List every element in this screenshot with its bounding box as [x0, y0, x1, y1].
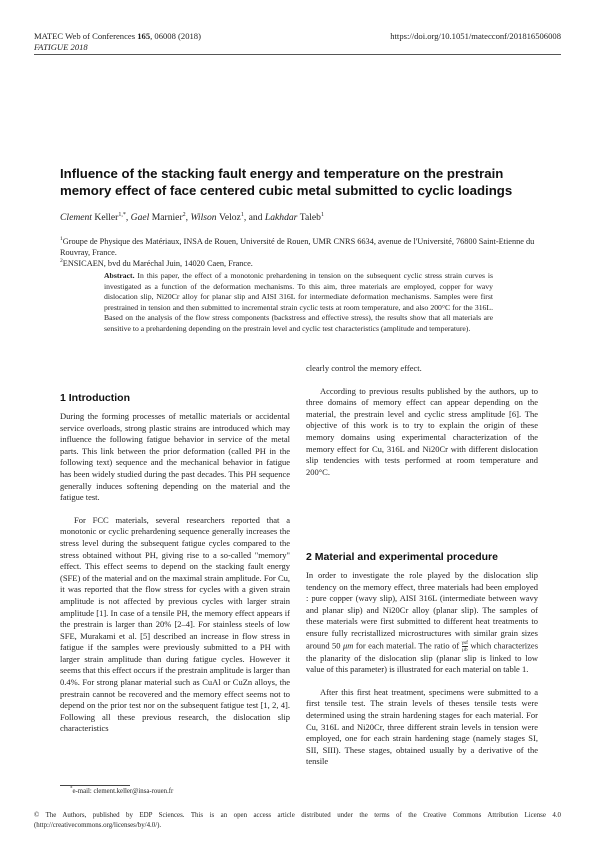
paragraph: According to previous results published by the authors, up to three domains of memory effect can appear depending on the material, the prestrain level and cyclic stress amplitude [6]. The objective of this work is to try to explain the origin of these memory domains using experimental characterization of the memory effect for Cu, 316L and Ni20Cr with different dislocation slip tendencies with tests performed at room temperature and 200°C. [306, 385, 538, 477]
abstract-text: In this paper, the effect of a monotonic prehardening in tension on the subsequent cyclic stress strain curves is investigated as a function of the deformation mechanisms. To this aim, three materials are employed, copper for wavy dislocation slip, Ni20Cr alloy for planar slip and AISI 316L for intermediate deformation mechanisms. Samples were first prestrained in tension and then submitted to incremental strain cyclic tests at room temperature, and also 200°C for the 316L. Based on the analysis of the flow stress components (backstress and effective stress), the results show that all materials are sensitive to a prehardening depending on the prestrain level and cyclic test characteristics (amplitude and temperature). [104, 271, 493, 333]
doi-link[interactable]: https://doi.org/10.1051/matecconf/201816506008 [390, 31, 561, 41]
footnote-email[interactable]: e-mail: clement.keller@insa-rouen.fr [72, 788, 174, 795]
left-column [60, 411, 290, 735]
right-column-materials [306, 570, 538, 768]
paragraph: clearly control the memory effect. [306, 363, 422, 373]
paragraph: For FCC materials, several researchers reported that a monotonic or cyclic prehardening sequence generally increases the stress level during the subsequent fatigue cycles compared to the stress obtained without PH, giving rise to a so-called "memory" effect. This effect seems to depend on the stacking fault energy (SFE) of the material and on the maximal strain amplitude. For Cu, it was reported that the flow stress for cycles with a given strain amplitude is not affected by previous cycles with larger strain amplitude [1]. In case of a tensile PH, the memory effect appears if the prestrain is larger than 20% [2–4]. For stainless steels of low SFE, Murakami et al. [5] described an increase in flow stress in fatigue if the samples were previously submitted to a PH with larger strain amplitude than during fatigue cycles. However it seems that this effect occurs if the prestrain amplitude is larger than 0.4%. For strong planar material such as CuAl or CuZn alloys, the prestrain cannot be recovered and the memory effect seems not to depend on the prior test nor on the subsequent fatigue test [1, 2, 4]. Following all these previous research, the dislocation slip characteristics [60, 514, 290, 734]
affiliation-2: $^2$ENSICAEN, bvd du Maréchal Juin, 14020 Caen, France. [60, 258, 253, 268]
paragraph: During the forming processes of metallic materials or accidental service overloads, strong plastic strains are introduced which may influence the following fatigue behavior in service of the metal parts. This link between the prior deformation (called PH in the following text) sequence and the mechanical behavior in fatigue has been widely studied during the past decades. This PH sequence generally induces softening depending on the material and the fatigue test. [60, 411, 290, 503]
journal-citation: MATEC Web of Conferences 165, 06008 (2018) [34, 31, 201, 41]
header-divider [34, 54, 561, 55]
right-column [306, 363, 538, 478]
section-heading-materials: 2 Material and experimental procedure [306, 551, 498, 563]
paper-title: Influence of the stacking fault energy and temperature on the prestrain memory effect of face centered cubic metal submitted to cyclic loadings [60, 166, 513, 198]
ratio-fraction: $\frac{\text{γsf}}{\mu b}$ [461, 639, 469, 653]
paragraph: In order to investigate the role played by the dislocation slip tendency on the memory effect, three materials had been employed : pure copper (wavy slip), AISI 316L (intermediate between wavy and planar slip) and Ni20Cr alloy (planar slip). The samples of these materials were first submitted to different heat treatments to ensure fully recristallized microstructures with similar grain sizes around 50 μm for each material. The ratio of $\frac{\text{γsf}}{\mu b}$ which characterizes the planarity of the dislocation slip (planar slip is linked to low value of this parameter) is illustrated for each material on table 1. [306, 570, 539, 675]
author-first-name: Lakhdar [264, 212, 298, 223]
section-heading-introduction: 1 Introduction [60, 392, 130, 404]
conference-name: FATIGUE 2018 [34, 42, 88, 52]
author-last-name: Veloz [218, 212, 241, 223]
author-last-name: Marnier [151, 212, 183, 223]
paragraph: After this first heat treatment, specimens were submitted to a first tensile test. The strain levels of theses tensile tests were determined using the strain hardening stages for each material. For Cu, 316L and Ni20Cr, three different strain levels in tension were employed, one for each strain hardening stage (namely stages SI, SII, SIII). These stages, obtained usually by a derivative of the tensile [306, 686, 538, 767]
abstract-label: Abstract. [104, 271, 135, 280]
abstract [104, 271, 493, 334]
author-first-name: Wilson [190, 212, 217, 223]
author-last-name: Keller [94, 212, 119, 223]
author-list: Clement Keller$^{1,*}$, Gael Marnier$^2$, Wilson Veloz$^1$, and Lakhdar Taleb$^1$ [60, 211, 324, 223]
author-first-name: Gael [130, 212, 150, 223]
author-first-name: Clement [60, 212, 92, 223]
footnote: *e-mail: clement.keller@insa-rouen.fr [70, 786, 174, 795]
affiliation-1: $^1$Groupe de Physique des Matériaux, INSA de Rouen, Université de Rouen, UMR CNRS 6634, avenue de l'Université, 76800 Saint-Etienne du Rouvray, France. [60, 236, 535, 257]
author-last-name: Taleb [299, 212, 321, 223]
license-footer: © The Authors, published by EDP Sciences. This is an open access article distributed under the terms of the Creative Commons Attribution License 4.0 (http://creativecommons.org/licenses/by/4.0/). [34, 812, 561, 829]
